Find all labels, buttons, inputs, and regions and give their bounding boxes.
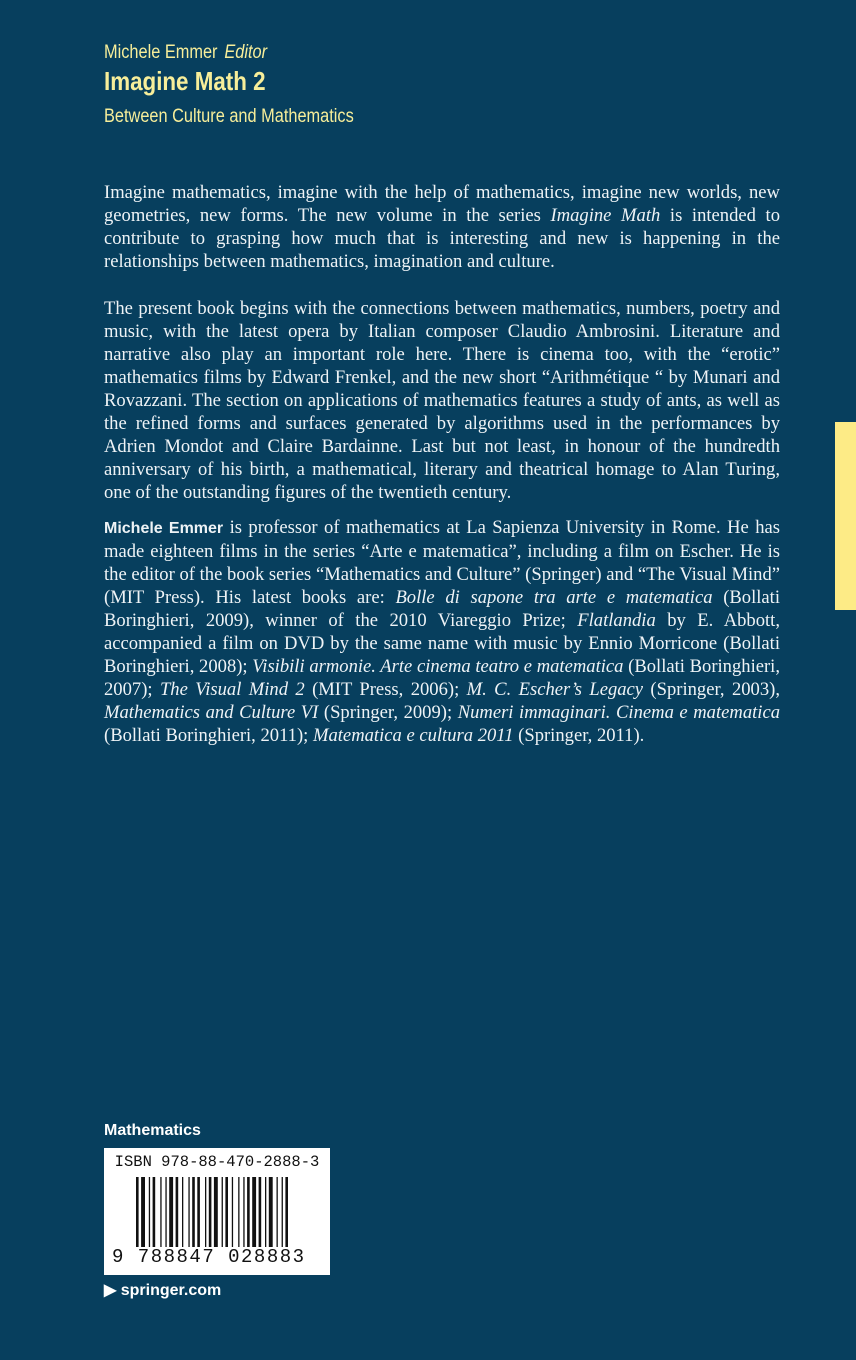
italic-title: Mathematics and Culture VI [104, 702, 319, 723]
author-name: Michele Emmer [104, 520, 224, 537]
text-segment: is professor of mathematics at La Sapienza University in Rome. He has made eighteen films in the series “Arte e matematica”, including a film on Escher. He is the editor of the book series “Mathematics and Culture” (Springer) and “The Visual Mind” (MIT Press). His latest books are: [104, 517, 780, 608]
barcode-bar [277, 1177, 278, 1247]
color-tab [835, 422, 856, 610]
book-subtitle: Between Culture and Mathematics [104, 106, 354, 127]
barcode-bar [259, 1177, 262, 1247]
barcode-bar [265, 1177, 266, 1247]
barcode-bar [141, 1177, 145, 1247]
barcode-bar [160, 1177, 161, 1247]
barcode-bar [169, 1177, 173, 1247]
barcode-bar [252, 1177, 256, 1247]
barcode-bar [282, 1177, 283, 1247]
editor-role: Editor [224, 42, 268, 63]
barcode-bar [243, 1177, 244, 1247]
barcode-bar [209, 1177, 212, 1247]
text-segment: (Bollati Boringhieri, 2007); [104, 656, 780, 700]
editor-name: Michele Emmer [104, 42, 218, 63]
barcode-digits: 9 788847 028883 [112, 1246, 306, 1268]
italic-title: The Visual Mind 2 [159, 679, 305, 700]
website-link[interactable]: ▶ springer.com [104, 1282, 222, 1299]
text-segment: (Springer, 2009); [318, 702, 458, 723]
barcode-bar [238, 1177, 239, 1247]
barcode-bar [232, 1177, 233, 1247]
barcode-bar [197, 1177, 200, 1247]
barcode-bar [176, 1177, 179, 1247]
barcode-bar [136, 1177, 139, 1247]
italic-title: Flatlandia [577, 610, 656, 631]
editor-line [104, 42, 267, 64]
barcode-bar [285, 1177, 288, 1247]
author-bio-paragraph [104, 516, 780, 747]
barcode-bar [188, 1177, 189, 1247]
text-segment: The present book begins with the connections between mathematics, numbers, poetry and music, with the latest opera by Italian composer Claudio Ambrosini. Literature and narrative also play an important role here. There is cinema too, with the “erotic” mathematics films by Edward Frenkel, and the new short “Arithmétique “ by Munari and Rovazzani. The section on applications of mathematics features a study of ants, as well as the refined forms and surfaces generated by algorithms used in the performances by Adrien Mondot and Claire Bardainne. Last but not least, in honour of the hundredth anniversary of his birth, a mathematical, literary and theatrical homage to Alan Turing, one of the outstanding figures of the twentieth century. [104, 298, 780, 503]
italic-title: Bolle di sapone tra arte e matematica [395, 587, 713, 608]
description-paragraph-1 [104, 181, 780, 273]
barcode-bar [165, 1177, 166, 1247]
barcode-bar [222, 1177, 223, 1247]
barcode-bar [205, 1177, 206, 1247]
description-paragraph-2 [104, 297, 780, 504]
text-segment: is intended to contribute to grasping how much that is interesting and new is happening in the relationships between mathematics, imagination and culture. [104, 205, 780, 272]
barcode-bar [182, 1177, 183, 1247]
subject-label: Mathematics [104, 1122, 201, 1139]
italic-title: M. C. Escher’s Legacy [466, 679, 644, 700]
text-segment: by E. Abbott, accompanied a film on DVD by the same name with music by Ennio Morricone (Bollati Boringhieri, 2008); [104, 610, 780, 677]
text-segment: (MIT Press, 2006); [304, 679, 467, 700]
book-title: Imagine Math 2 [104, 66, 266, 96]
barcode-bar [149, 1177, 150, 1247]
barcode-box [104, 1148, 330, 1275]
barcode-bar [153, 1177, 156, 1247]
isbn-label: ISBN 978-88-470-2888-3 [114, 1153, 320, 1171]
text-segment: (Bollati Boringhieri, 2009), winner of the 2010 Viareggio Prize; [104, 587, 780, 631]
text-segment: (Springer, 2003), [643, 679, 780, 700]
italic-title: Numeri immaginari. Cinema e matematica [457, 702, 780, 723]
italic-title: Visibili armonie. Arte cinema teatro e matematica [252, 656, 624, 677]
italic-title: Imagine Math [550, 205, 661, 226]
barcode-bar [225, 1177, 228, 1247]
barcode-bar [192, 1177, 195, 1247]
barcode-bar [269, 1177, 273, 1247]
text-segment: (Springer, 2011). [513, 725, 645, 746]
italic-title: Matematica e cultura 2011 [312, 725, 514, 746]
text-segment: (Bollati Boringhieri, 2011); [104, 725, 313, 746]
text-segment: Imagine mathematics, imagine with the help of mathematics, imagine new worlds, new geometries, new forms. The new volume in the series [104, 182, 780, 226]
barcode-bar [214, 1177, 218, 1247]
barcode-bar [247, 1177, 250, 1247]
